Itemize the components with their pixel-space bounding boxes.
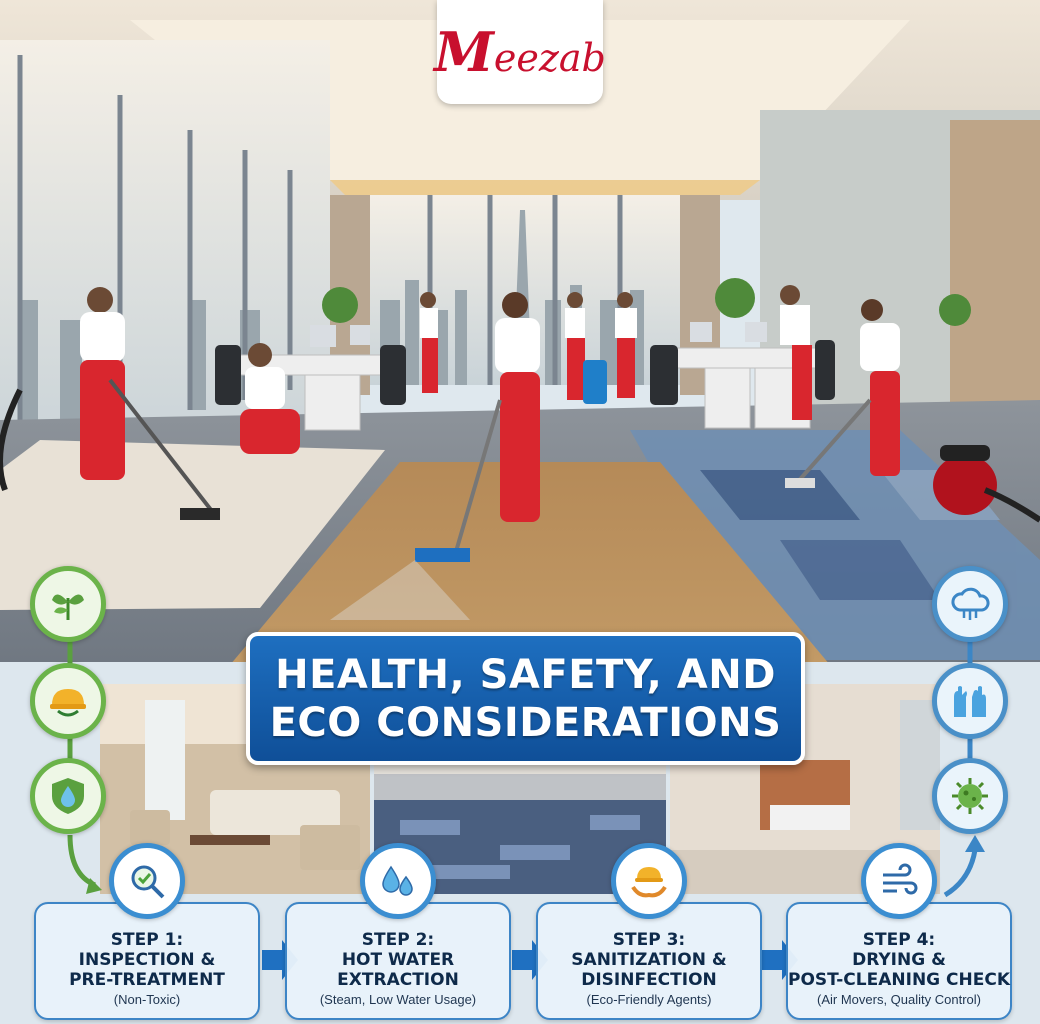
headline-line-2: ECO CONSIDERATIONS bbox=[269, 699, 782, 746]
step-card-4 bbox=[786, 902, 1012, 1020]
germ-icon bbox=[932, 758, 1008, 834]
step-4-subtitle: (Air Movers, Quality Control) bbox=[817, 992, 981, 1007]
brand-logo bbox=[434, 0, 606, 104]
step-card-3 bbox=[536, 902, 762, 1020]
safety-helmet-icon bbox=[30, 663, 106, 739]
headline-banner bbox=[246, 632, 805, 765]
headline-line-1: HEALTH, SAFETY, AND bbox=[275, 651, 776, 698]
magnifier-check-icon bbox=[109, 843, 185, 919]
step-3-title: STEP 3: SANITIZATION & DISINFECTION bbox=[571, 930, 727, 990]
step-card-1 bbox=[34, 902, 260, 1020]
cloud-icon bbox=[932, 566, 1008, 642]
wind-icon bbox=[861, 843, 937, 919]
brand-logo-text: Meezab bbox=[434, 20, 606, 84]
step-3-subtitle: (Eco-Friendly Agents) bbox=[586, 992, 712, 1007]
shield-drop-icon bbox=[30, 758, 106, 834]
step-4-title: STEP 4: DRYING & POST-CLEANING CHECK bbox=[788, 930, 1011, 990]
water-drops-icon bbox=[360, 843, 436, 919]
gloves-icon bbox=[932, 663, 1008, 739]
step-1-subtitle: (Non-Toxic) bbox=[113, 992, 181, 1007]
step-card-2 bbox=[285, 902, 511, 1020]
step-1-title: STEP 1: INSPECTION & PRE-TREATMENT bbox=[69, 930, 225, 990]
step-2-title: STEP 2: HOT WATER EXTRACTION bbox=[337, 930, 459, 990]
step-2-subtitle: (Steam, Low Water Usage) bbox=[319, 992, 477, 1007]
hardhat-hands-icon bbox=[611, 843, 687, 919]
leaf-icon bbox=[30, 566, 106, 642]
